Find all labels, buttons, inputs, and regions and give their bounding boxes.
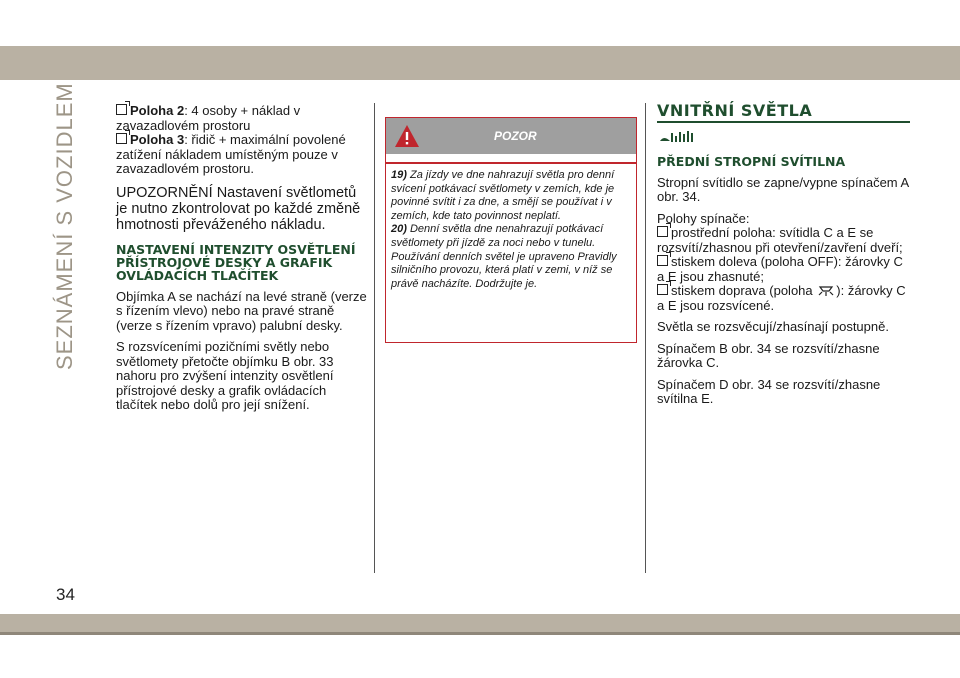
column-divider-left bbox=[374, 103, 375, 573]
list-item bbox=[657, 226, 912, 255]
checkbox-bullet-icon bbox=[116, 133, 127, 144]
interior-lamp-icon bbox=[658, 130, 696, 144]
item-label: Poloha 2 bbox=[130, 103, 185, 118]
list-item bbox=[657, 284, 912, 313]
option-text: prostřední poloha: svítidla C a E se rozsvítí/zhasnou při otevření/zavření dveří; bbox=[657, 225, 903, 255]
sidebar-section-title: SEZNÁMENÍ S VOZIDLEM bbox=[52, 82, 77, 370]
checkbox-bullet-icon bbox=[657, 255, 668, 266]
section-heading: NASTAVENÍ INTENZITY OSVĚTLENÍ PŘÍSTROJOVÉ DESKY A GRAFIK OVLÁDACÍCH TLAČÍTEK bbox=[116, 241, 356, 283]
option-text: ): žárovky C a E jsou rozsvícené. bbox=[657, 283, 906, 313]
list-item bbox=[116, 104, 368, 133]
warning-box bbox=[385, 117, 637, 343]
column-divider-right bbox=[645, 103, 646, 573]
item-label: Poloha 3 bbox=[130, 132, 185, 147]
warning-text bbox=[386, 164, 636, 291]
note-text: Za jízdy ve dne nahrazují světla pro denní svícení potkávací světlomety v zemích, kde je povinné svítit i za dne, a smějí se používat i v zemích, kde tato povinnost neplatí. bbox=[391, 169, 615, 222]
checkbox-bullet-icon bbox=[657, 284, 668, 295]
note-text: Denní světla dne nenahrazují potkávací světlomety při jízdě za noci nebo v tunelu. Používání denních světel je upraveno Pravidly silničního provozu, která platí v zemi, v níž se právě nacházíte. Dodržujte je. bbox=[391, 223, 617, 290]
top-band bbox=[0, 46, 960, 80]
option-text: stiskem doprava (poloha bbox=[671, 283, 813, 298]
warning-title: POZOR bbox=[494, 129, 537, 143]
paragraph: Světla se rozsvěcují/zhasínají postupně. bbox=[657, 319, 889, 334]
list-item bbox=[657, 255, 912, 284]
note-number: 19) bbox=[391, 169, 407, 181]
item-text: : 4 osoby + náklad v zavazadlovém prostoru bbox=[116, 103, 301, 133]
checkbox-bullet-icon bbox=[116, 104, 127, 115]
main-heading: VNITŘNÍ SVĚTLA bbox=[657, 101, 813, 120]
left-column bbox=[116, 104, 368, 420]
option-text: stiskem doleva (poloha OFF): žárovky C a E jsou zhasnuté; bbox=[657, 254, 903, 284]
paragraph: S rozsvíceními pozičními světly nebo světlomety přetočte objímku B obr. 33 nahoru pro zvýšení intenzity osvětlení přístrojové desky a grafik ovládacích tlačítek nebo dolů pro její snížení. bbox=[116, 339, 334, 412]
list-item bbox=[116, 133, 368, 177]
paragraph: Stropní svítidlo se zapne/vypne spínačem A obr. 34. bbox=[657, 174, 909, 204]
paragraph: Spínačem D obr. 34 se rozsvítí/zhasne svítilna E. bbox=[657, 376, 881, 406]
bottom-band-line bbox=[0, 632, 960, 635]
bottom-band bbox=[0, 614, 960, 632]
heading-rule bbox=[657, 121, 910, 123]
checkbox-bullet-icon bbox=[657, 226, 668, 237]
warning-header bbox=[386, 118, 636, 154]
item-text: : řidič + maximální povolené zatížení nákladem umístěným pouze v zavazadlovém prostoru. bbox=[116, 132, 346, 176]
page-number: 34 bbox=[56, 585, 75, 604]
load-note: UPOZORNĚNÍ Nastavení světlometů je nutno zkontrolovat po každé změně hmotnosti převáženého nákladu. bbox=[116, 184, 361, 233]
paragraph: Objímka A se nachází na levé straně (verze s řízením vlevo) nebo na pravé straně (verze s řízením vpravo) palubní desky. bbox=[116, 288, 367, 333]
paragraph: Polohy spínače: bbox=[657, 210, 750, 226]
lamp-rays-icon bbox=[816, 285, 836, 297]
sub-heading: PŘEDNÍ STROPNÍ SVÍTILNA bbox=[657, 154, 846, 169]
right-column bbox=[657, 101, 912, 414]
warning-triangle-icon bbox=[394, 123, 420, 149]
note-number: 20) bbox=[391, 223, 407, 236]
paragraph: Spínačem B obr. 34 se rozsvítí/zhasne žárovka C. bbox=[657, 340, 880, 370]
